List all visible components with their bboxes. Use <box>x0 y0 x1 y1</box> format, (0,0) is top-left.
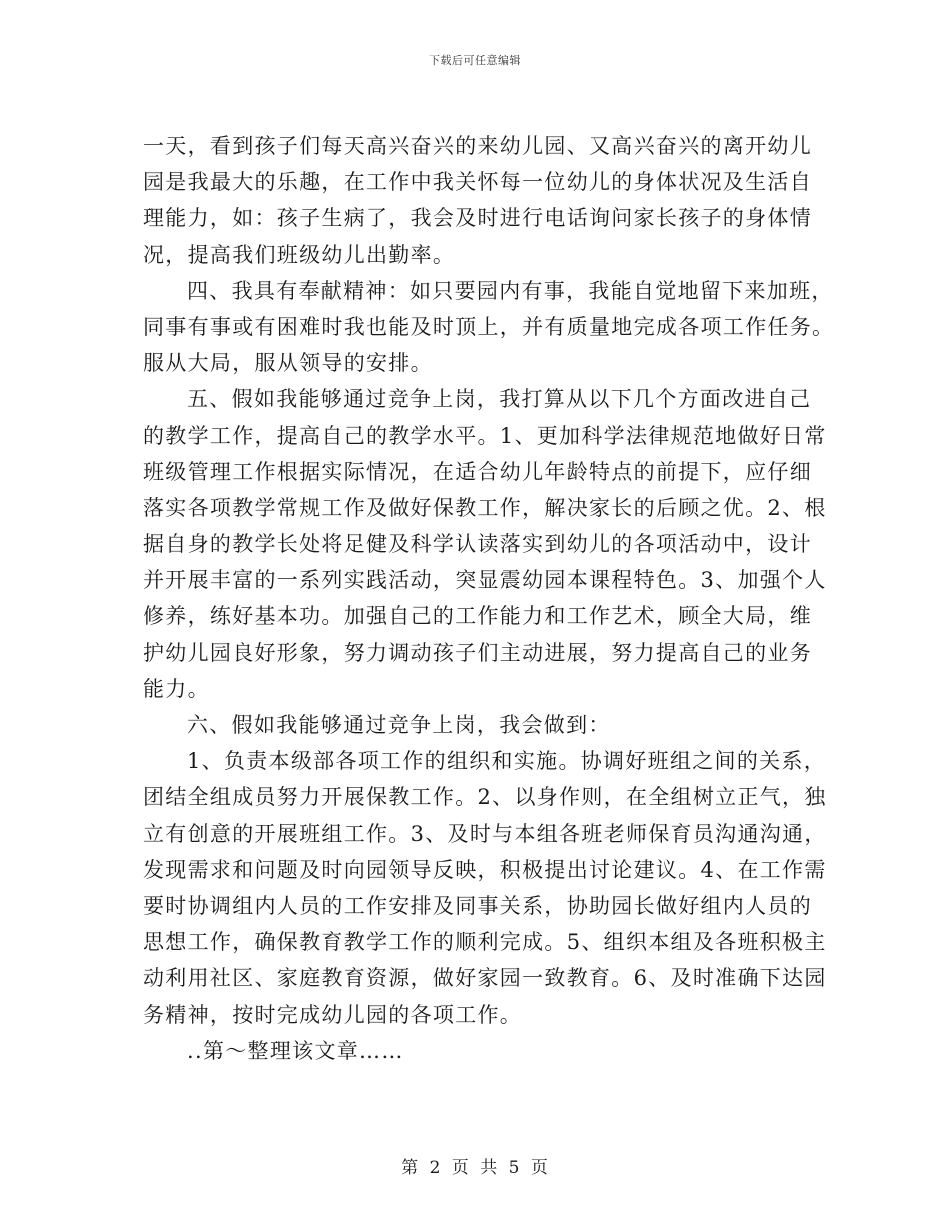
text-line: 况，提高我们班级幼儿出勤率。 <box>143 242 456 267</box>
text-line: 据自身的教学长处将足健及科学认读落实到幼儿的各项活动中，设计 <box>143 532 812 557</box>
text-line: 修养，练好基本功。加强自己的工作能力和工作艺术，顾全大局，维 <box>143 604 812 629</box>
text-line: 理能力，如：孩子生病了，我会及时进行电话询问家长孩子的身体情 <box>143 206 812 231</box>
text-line: ..第～整理该文章…… <box>187 1038 404 1063</box>
text-line: 1、负责本级部各项工作的组织和实施。协调好班组之间的关系， <box>187 749 827 774</box>
page-header: 下载后可任意编辑 <box>429 54 521 67</box>
text-line: 思想工作，确保教育教学工作的顺利完成。5、组织本组及各班积极主 <box>143 930 827 955</box>
text-line: 班级管理工作根据实际情况，在适合幼儿年龄特点的前提下，应仔细 <box>143 459 812 484</box>
text-line: 六、假如我能够通过竞争上岗，我会做到： <box>187 713 611 737</box>
text-line: 四、我具有奉献精神：如只要园内有事，我能自觉地留下来加班， <box>187 278 834 303</box>
text-line: 务精神，按时完成幼儿园的各项工作。 <box>143 1002 523 1027</box>
text-line: 服从大局，服从领导的安排。 <box>143 351 433 376</box>
document-body <box>143 128 835 1069</box>
text-line: 发现需求和问题及时向园领导反映，积极提出讨论建议。4、在工作需 <box>143 857 827 882</box>
text-line: 团结全组成员努力开展保教工作。2、以身作则，在全组树立正气，独 <box>143 785 827 810</box>
text-line: 五、假如我能够通过竞争上岗，我打算从以下几个方面改进自己 <box>187 387 812 412</box>
text-line: 并开展丰富的一系列实践活动，突显震幼园本课程特色。3、加强个人 <box>143 568 827 593</box>
text-line: 动利用社区、家庭教育资源，做好家园一致教育。6、及时准确下达园 <box>143 966 827 991</box>
text-line: 能力。 <box>143 676 210 701</box>
text-line: 一天，看到孩子们每天高兴奋兴的来幼儿园、又高兴奋兴的离开幼儿 <box>143 134 812 158</box>
text-line: 落实各项教学常规工作及做好保教工作，解决家长的后顾之优。2、根 <box>143 495 827 520</box>
text-line: 园是我最大的乐趣，在工作中我关怀每一位幼儿的身体状况及生活自 <box>143 170 812 195</box>
text-line: 立有创意的开展班组工作。3、及时与本组各班老师保育员沟通沟通， <box>143 821 827 846</box>
text-line: 同事有事或有困难时我也能及时顶上，并有质量地完成各项工作任务。 <box>143 314 835 339</box>
text-line: 护幼儿园良好形象，努力调动孩子们主动进展，努力提高自己的业务 <box>143 640 812 665</box>
page-footer: 第 2 页 共 5 页 <box>401 1158 549 1178</box>
text-line: 的教学工作，提高自己的教学水平。1、更加科学法律规范地做好日常 <box>143 423 827 448</box>
text-line: 要时协调组内人员的工作安排及同事关系，协助园长做好组内人员的 <box>143 893 812 918</box>
